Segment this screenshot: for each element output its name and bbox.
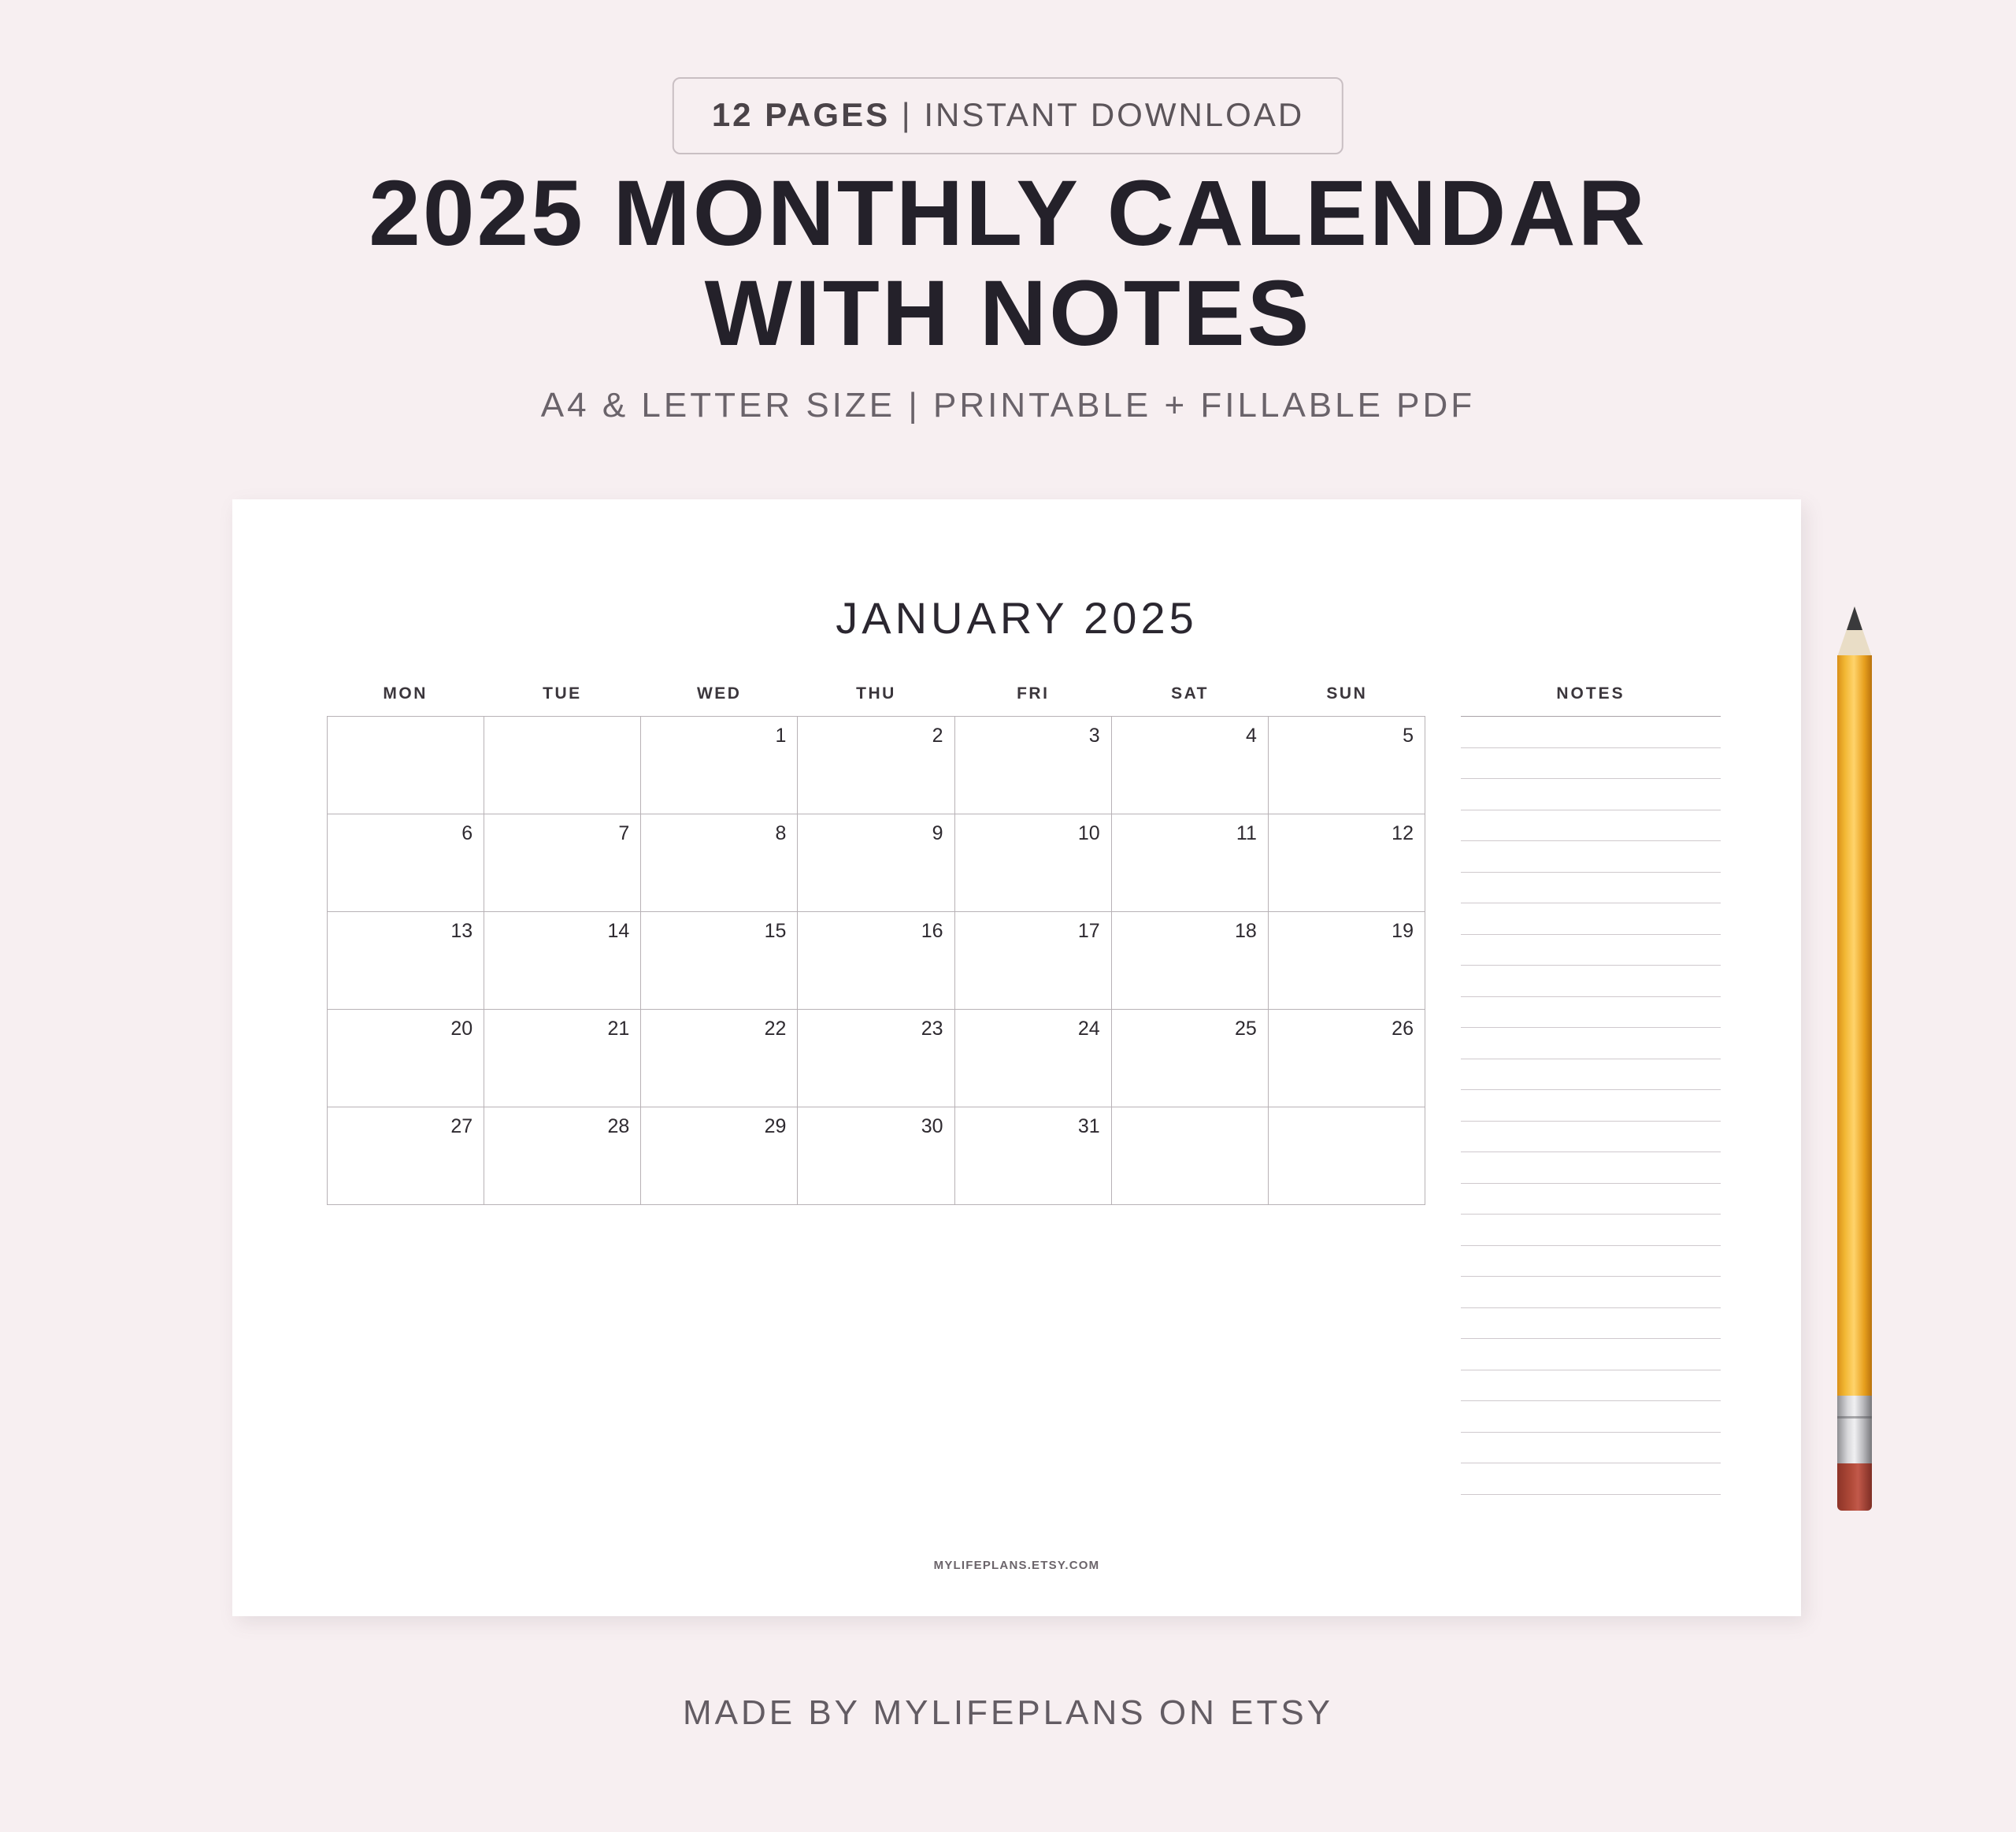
day-number: 22 bbox=[764, 1018, 787, 1040]
note-line[interactable] bbox=[1461, 1463, 1721, 1495]
weekday-header-tue: TUE bbox=[543, 684, 582, 703]
day-number: 3 bbox=[1088, 725, 1100, 747]
note-line[interactable] bbox=[1461, 1090, 1721, 1122]
page-subtitle: A4 & LETTER SIZE | PRINTABLE + FILLABLE PDF bbox=[540, 386, 1476, 425]
badge-separator: | bbox=[890, 96, 925, 133]
day-number: 20 bbox=[450, 1018, 473, 1040]
day-number: 8 bbox=[775, 822, 787, 844]
calendar-day-cell[interactable] bbox=[798, 814, 954, 912]
note-line[interactable] bbox=[1461, 1277, 1721, 1308]
note-line[interactable] bbox=[1461, 1246, 1721, 1278]
calendar-day-cell[interactable] bbox=[328, 814, 484, 912]
shop-watermark: MYLIFEPLANS.ETSY.COM bbox=[933, 1559, 1100, 1572]
day-number: 12 bbox=[1392, 822, 1414, 844]
calendar-week-row bbox=[328, 1107, 1425, 1205]
note-line[interactable] bbox=[1461, 1028, 1721, 1059]
pencil-lead bbox=[1847, 606, 1862, 630]
note-line[interactable] bbox=[1461, 935, 1721, 966]
calendar-day-cell[interactable] bbox=[1269, 912, 1425, 1010]
pencil-eraser bbox=[1837, 1463, 1872, 1511]
calendar-day-cell[interactable] bbox=[955, 1010, 1112, 1107]
calendar-day-cell[interactable] bbox=[1112, 814, 1269, 912]
title-line-1: 2025 MONTHLY CALENDAR bbox=[369, 161, 1647, 265]
day-number: 7 bbox=[618, 822, 630, 844]
note-line[interactable] bbox=[1461, 779, 1721, 810]
calendar-day-cell[interactable] bbox=[798, 912, 954, 1010]
title-line-2: WITH NOTES bbox=[704, 261, 1312, 366]
day-number: 29 bbox=[764, 1115, 787, 1137]
footer-credit: MADE BY MYLIFEPLANS ON ETSY bbox=[682, 1693, 1334, 1732]
note-line[interactable] bbox=[1461, 1370, 1721, 1402]
day-number: 27 bbox=[450, 1115, 473, 1137]
calendar-weeks bbox=[327, 716, 1425, 1205]
calendar-empty-cell bbox=[328, 717, 484, 814]
calendar-day-cell[interactable] bbox=[955, 1107, 1112, 1205]
calendar-day-cell[interactable] bbox=[641, 1010, 798, 1107]
day-number: 18 bbox=[1235, 920, 1257, 942]
day-number: 15 bbox=[764, 920, 787, 942]
note-line[interactable] bbox=[1461, 966, 1721, 997]
weekday-header-sat: SAT bbox=[1171, 684, 1210, 703]
pencil-ferrule bbox=[1837, 1396, 1872, 1463]
day-number: 11 bbox=[1236, 822, 1257, 844]
calendar-day-cell[interactable] bbox=[955, 912, 1112, 1010]
calendar-day-cell[interactable] bbox=[1112, 1010, 1269, 1107]
weekday-header-sun: SUN bbox=[1326, 684, 1368, 703]
notes-panel bbox=[1461, 684, 1721, 1495]
note-line[interactable] bbox=[1461, 1433, 1721, 1464]
day-number: 25 bbox=[1235, 1018, 1257, 1040]
note-line[interactable] bbox=[1461, 1152, 1721, 1184]
note-line[interactable] bbox=[1461, 1059, 1721, 1091]
calendar-empty-cell bbox=[484, 717, 641, 814]
calendar-empty-cell bbox=[1269, 1107, 1425, 1205]
weekday-header-fri: FRI bbox=[1017, 684, 1050, 703]
calendar-week-row bbox=[328, 1010, 1425, 1107]
weekday-header-mon: MON bbox=[383, 684, 428, 703]
notes-title: NOTES bbox=[1461, 684, 1721, 717]
day-number: 30 bbox=[921, 1115, 943, 1137]
note-line[interactable] bbox=[1461, 1401, 1721, 1433]
note-line[interactable] bbox=[1461, 1184, 1721, 1215]
calendar-day-cell[interactable] bbox=[328, 1107, 484, 1205]
calendar-week-row bbox=[328, 717, 1425, 814]
badge-pages-label: 12 PAGES bbox=[711, 96, 891, 133]
calendar-day-cell[interactable] bbox=[328, 1010, 484, 1107]
badge-download-label: INSTANT DOWNLOAD bbox=[924, 96, 1305, 133]
calendar-grid bbox=[327, 684, 1425, 1205]
day-number: 13 bbox=[450, 920, 473, 942]
note-line[interactable] bbox=[1461, 748, 1721, 780]
note-line[interactable] bbox=[1461, 997, 1721, 1029]
calendar-day-cell[interactable] bbox=[484, 1010, 641, 1107]
calendar-day-cell[interactable] bbox=[328, 912, 484, 1010]
weekday-header-row bbox=[327, 684, 1425, 716]
weekday-header-thu: THU bbox=[856, 684, 896, 703]
calendar-day-cell[interactable] bbox=[1112, 717, 1269, 814]
calendar-day-cell[interactable] bbox=[641, 912, 798, 1010]
day-number: 2 bbox=[932, 725, 943, 747]
day-number: 9 bbox=[932, 822, 943, 844]
day-number: 31 bbox=[1077, 1115, 1100, 1137]
day-number: 23 bbox=[921, 1018, 943, 1040]
calendar-day-cell[interactable] bbox=[798, 1107, 954, 1205]
calendar-day-cell[interactable] bbox=[641, 1107, 798, 1205]
calendar-day-cell[interactable] bbox=[641, 814, 798, 912]
pencil-icon bbox=[1831, 606, 1878, 1536]
day-number: 6 bbox=[461, 822, 473, 844]
note-line[interactable] bbox=[1461, 1308, 1721, 1340]
calendar-day-cell[interactable] bbox=[1269, 1010, 1425, 1107]
calendar-day-cell[interactable] bbox=[484, 1107, 641, 1205]
page-title bbox=[0, 161, 2016, 366]
note-line[interactable] bbox=[1461, 1339, 1721, 1370]
note-line[interactable] bbox=[1461, 1215, 1721, 1246]
day-number: 26 bbox=[1392, 1018, 1414, 1040]
calendar-day-cell[interactable] bbox=[1269, 814, 1425, 912]
weekday-header-wed: WED bbox=[696, 684, 742, 703]
day-number: 4 bbox=[1245, 725, 1257, 747]
day-number: 16 bbox=[921, 920, 943, 942]
calendar-empty-cell bbox=[1112, 1107, 1269, 1205]
month-title: JANUARY 2025 bbox=[836, 593, 1198, 643]
calendar-day-cell[interactable] bbox=[484, 912, 641, 1010]
calendar-week-row bbox=[328, 912, 1425, 1010]
day-number: 28 bbox=[607, 1115, 630, 1137]
note-line[interactable] bbox=[1461, 810, 1721, 842]
pages-download-badge bbox=[673, 77, 1343, 154]
note-line[interactable] bbox=[1461, 1122, 1721, 1153]
day-number: 21 bbox=[607, 1018, 630, 1040]
day-number: 24 bbox=[1077, 1018, 1100, 1040]
notes-lines[interactable] bbox=[1461, 717, 1721, 1495]
calendar-day-cell[interactable] bbox=[955, 717, 1112, 814]
calendar-day-cell[interactable] bbox=[1112, 912, 1269, 1010]
calendar-day-cell[interactable] bbox=[484, 814, 641, 912]
calendar-day-cell[interactable] bbox=[955, 814, 1112, 912]
note-line[interactable] bbox=[1461, 717, 1721, 748]
calendar-day-cell[interactable] bbox=[1269, 717, 1425, 814]
day-number: 17 bbox=[1077, 920, 1100, 942]
calendar-day-cell[interactable] bbox=[641, 717, 798, 814]
note-line[interactable] bbox=[1461, 903, 1721, 935]
note-line[interactable] bbox=[1461, 873, 1721, 904]
note-line[interactable] bbox=[1461, 841, 1721, 873]
day-number: 10 bbox=[1077, 822, 1100, 844]
day-number: 14 bbox=[607, 920, 630, 942]
day-number: 19 bbox=[1392, 920, 1414, 942]
day-number: 5 bbox=[1403, 725, 1414, 747]
calendar-sheet bbox=[232, 499, 1801, 1616]
pencil-body bbox=[1837, 655, 1872, 1396]
calendar-day-cell[interactable] bbox=[798, 717, 954, 814]
calendar-week-row bbox=[328, 814, 1425, 912]
calendar-day-cell[interactable] bbox=[798, 1010, 954, 1107]
day-number: 1 bbox=[775, 725, 787, 747]
